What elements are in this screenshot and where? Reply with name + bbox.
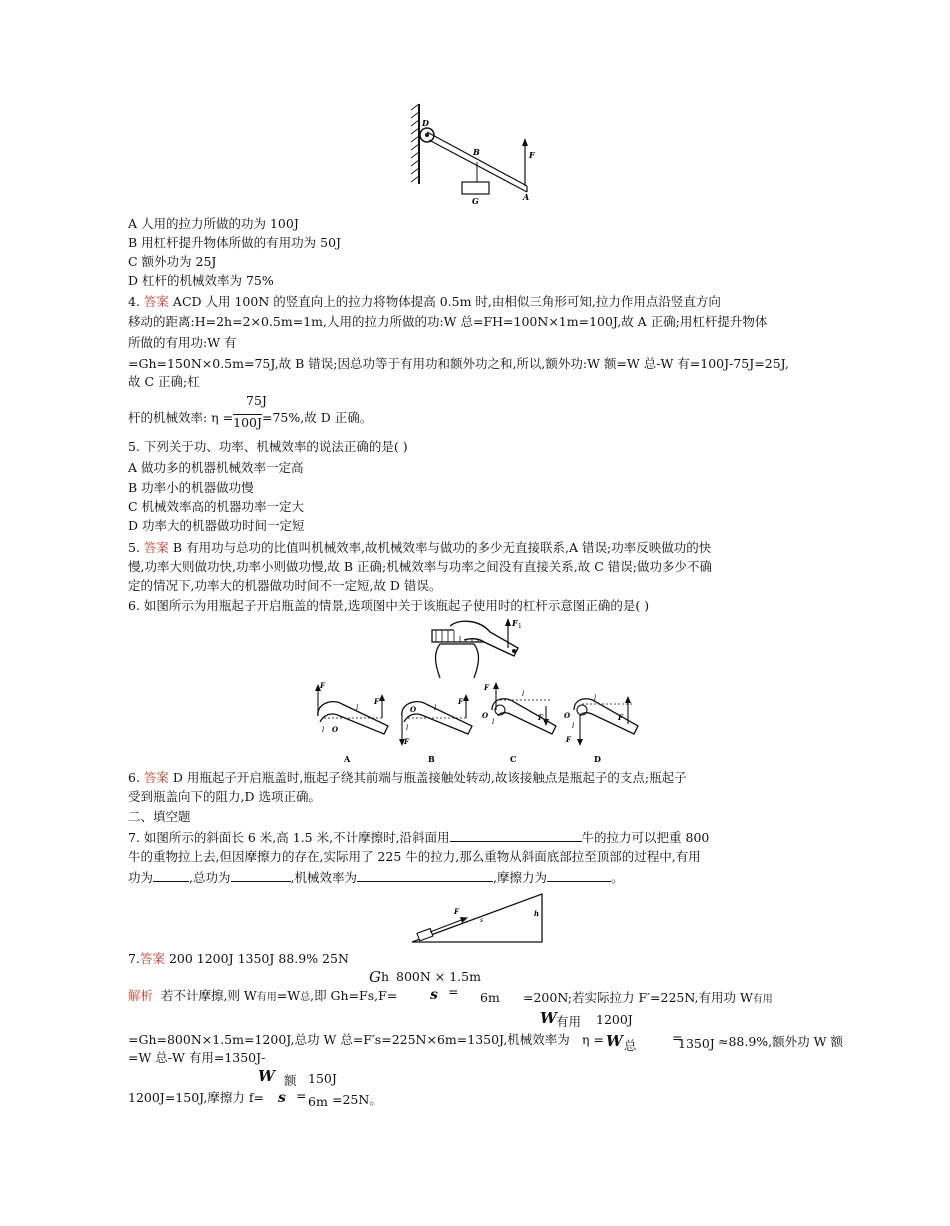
a-label-f2: F [320,681,325,690]
q7-jx4-eq: = [296,1088,307,1103]
lever-figure [405,100,545,208]
q7-jx4-s: s [278,1090,286,1106]
q4-num: 4. [128,294,140,309]
q5-option-b: B 功率小的机器做功慢 [128,480,254,495]
section-fill-blank: 二、填空题 [128,809,191,824]
choice-c-diagram [482,682,556,764]
label-a: A [523,192,530,202]
q3-option-d: D 杠杆的机械效率为 75% [128,273,274,288]
q7-jx1-num: 800N × 1.5m [396,969,481,984]
a-label-l2: l [322,726,325,734]
q5-answer-line1 [128,540,711,556]
q4-line2: 移动的距离:H=2h=2×0.5m=1m,人用的拉力所做的功:W 总=FH=100N×1m=100J,故 A 正确;用杠杆提升物体 [128,314,768,329]
incline-label-f: F [454,907,459,916]
q7-s1a: 7. 如图所示的斜面长 6 米,高 1.5 米,不计摩擦时,沿斜面用 [128,830,450,845]
a-label-o: O [332,725,339,734]
q7-jx2-sub2: 总 [624,1038,637,1053]
choice-c-label: C [510,754,517,764]
q5-answer-tag: 答案 [143,540,169,555]
q7-jx2b: ≈88.9%,额外功 W 额 [718,1034,843,1049]
q4-line1: ACD 人用 100N 的竖直向上的拉力将物体提高 0.5m 时,由相似三角形可知,拉力作用点沿竖直方向 [172,294,721,309]
q7-blank-5[interactable] [547,869,611,882]
q7-jx1-sub2: 总 [300,992,311,1003]
a-label-f1: F [374,697,379,706]
c-label-l1: l [522,690,525,698]
q4-frac-numerator: 75J [246,393,267,408]
q7-s3c: ,机械效率为 [290,870,357,885]
q7-stem-line2: 牛的重物拉上去,但因摩擦力的存在,实际用了 225 牛的拉力,那么重物从斜面底部拉至顶部的过程中,有用 [128,849,701,864]
d-label-l1: l [594,694,597,702]
c-label-l2: l [492,718,495,726]
q4-line6-post: =75%,故 D 正确。 [262,410,373,425]
q7-answer-tag: 答案 [139,951,165,966]
d-label-f1: F [618,713,623,722]
choice-d-diagram [564,694,638,764]
d-label-o: O [564,711,571,720]
a-label-l1: l [356,704,359,712]
q3-option-b: B 用杠杆提升物体所做的有用功为 50J [128,235,342,250]
b-label-l1: l [434,704,437,712]
q7-ans-vals: 200 1200J 1350J 88.9% 25N [168,951,349,966]
q7-jx-line2: =Gh=800N×1.5m=1200J,总功 W 总=F′s=225N×6m=1350J,机械效率为 [128,1032,570,1047]
q7-jx4-num: 150J [308,1071,337,1086]
q7-s3d: ,摩擦力为 [492,870,547,885]
q7-jx1-s: s [430,987,438,1003]
q7-jx1b: =W [276,988,301,1003]
b-label-o: O [410,705,417,714]
q3-option-a: A 人用的拉力所做的功为 100J [128,216,299,231]
q7-jx-line4: 1200J=150J,摩擦力 f= [128,1090,264,1105]
q4-answer-line1 [128,294,721,310]
q7-jx-line1 [128,988,397,1006]
q6-ans1: D 用瓶起子开启瓶盖时,瓶起子绕其前端与瓶盖接触处转动,故该接触点是瓶起子的支点;瓶起子 [172,770,687,785]
q4-line6-pre: 杆的机械效率: η = [128,410,234,425]
q7-jx1-den: 6m [480,990,500,1005]
c-label-o: O [482,711,489,720]
choice-a-diagram [315,681,388,764]
b-label-f2: F [404,737,409,746]
q7-ans-num: 7. [128,951,140,966]
q7-jx2-w: W [540,1009,557,1027]
q7-jx-line3: =W 总-W 有用=1350J- [128,1050,266,1065]
q6-ans-num: 6. [128,770,140,785]
incline-label-h: h [534,909,540,918]
q7-jx4-w: W [258,1067,275,1085]
q7-blank-1[interactable] [450,829,582,842]
label-f: F [529,150,535,160]
q4-line6 [128,410,373,430]
b-label-l2: l [406,724,409,732]
q5-ans1: B 有用功与总功的比值叫机械效率,故机械效率与做功的多少无直接联系,A 错误;功率反映做功的快 [172,540,712,555]
q7-jx1-eq: = [448,984,459,999]
q7-stem-line1 [128,829,709,846]
q5-ans2: 慢,功率大则做功快,功率小则做功慢,故 B 正确;机械效率与功率之间没有直接关系,故 C 错误;做功多少不确 [128,559,712,574]
q7-jx1d-wrap [523,988,773,1006]
q4-line3: 所做的有用功:W 有 [128,335,237,350]
d-label-f2: F [566,735,571,744]
bottle-opener-figure [420,612,530,680]
q6-answer-tag: 答案 [143,770,169,785]
c-label-f2: F [484,683,489,692]
d-label-l2: l [572,722,575,730]
q7-jx2-sub: 有用 [556,1014,582,1029]
q7-stem-line3 [128,869,623,886]
q7-jx-tag: 解析 [128,988,154,1003]
q7-jx2-eq: = [672,1030,683,1045]
q7-s3a: 功为 [128,870,154,885]
q7-blank-4[interactable] [357,869,493,882]
q7-answer [128,951,349,967]
q5-ans-num: 5. [128,540,140,555]
choice-d-label: D [594,754,601,764]
q5-option-a: A 做功多的机器机械效率一定高 [128,460,304,475]
label-b: B [473,147,480,157]
q7-jx1c: ,即 Gh=Fs,F= [310,988,398,1003]
q7-jx4-den: 6m [308,1094,328,1109]
q7-jx2-eta: η = [582,1032,604,1047]
q4-answer-tag: 答案 [143,294,169,309]
incline-figure [408,890,548,946]
choice-a-label: A [344,754,351,764]
q7-jx1-sub3: 有用 [752,994,773,1005]
q6-answer-line1 [128,770,687,786]
choice-b-diagram [399,694,472,764]
q7-jx1a: 若不计摩擦,则 W [160,988,257,1003]
opener-choices-figure [312,680,642,766]
q7-s3e: 。 [610,870,624,885]
scene-label-f1: F [512,618,518,628]
q7-jx2-den: 1350J [678,1036,715,1051]
q7-jx1d: =200N;若实际拉力 F′=225N,有用功 W [523,990,753,1005]
label-d: D [422,118,429,128]
b-label-f1: F [458,697,463,706]
q4-frac-denominator: 100J [233,415,262,430]
c-label-f1: F [538,713,543,722]
q7-jx2-w2: W [606,1032,623,1050]
scene-label-f1-sub: 1 [518,623,522,630]
incline-label-s: s [480,917,484,924]
q7-s3b: ,总功为 [189,870,231,885]
q7-blank-2[interactable] [153,869,189,882]
q7-jx1-h: h [381,969,390,984]
q7-jx1-g: G [369,968,381,986]
q5-ans3: 定的情况下,功率大的机器做功时间不一定短,故 D 错误。 [128,578,442,593]
choice-b-label: B [428,754,435,764]
q7-jx4-sub: 额 [284,1073,297,1088]
label-g: G [472,196,479,206]
q7-blank-3[interactable] [231,869,291,882]
q7-jx1-sub1: 有用 [256,992,277,1003]
q6-ans2: 受到瓶盖向下的阻力,D 选项正确。 [128,789,321,804]
q5-stem: 5. 下列关于功、功率、机械效率的说法正确的是( ) [128,439,408,454]
q4-line5: 故 C 正确;杠 [128,374,200,389]
q7-s1b: 牛的拉力可以把重 800 [581,830,710,845]
q4-line4: =Gh=150N×0.5m=75J,故 B 错误;因总功等于有用功和额外功之和,所以,额外功:W 额=W 总-W 有=100J-75J=25J, [128,356,789,371]
q7-jx2-num: 1200J [596,1012,633,1027]
q7-jx4b: =25N。 [332,1092,382,1107]
q5-option-d: D 功率大的机器做功时间一定短 [128,518,305,533]
q5-option-c: C 机械效率高的机器功率一定大 [128,499,305,514]
q3-option-c: C 额外功为 25J [128,254,217,269]
q6-stem: 6. 如图所示为用瓶起子开启瓶盖的情景,选项图中关于该瓶起子使用时的杠杆示意图正确的是( ) [128,598,650,613]
